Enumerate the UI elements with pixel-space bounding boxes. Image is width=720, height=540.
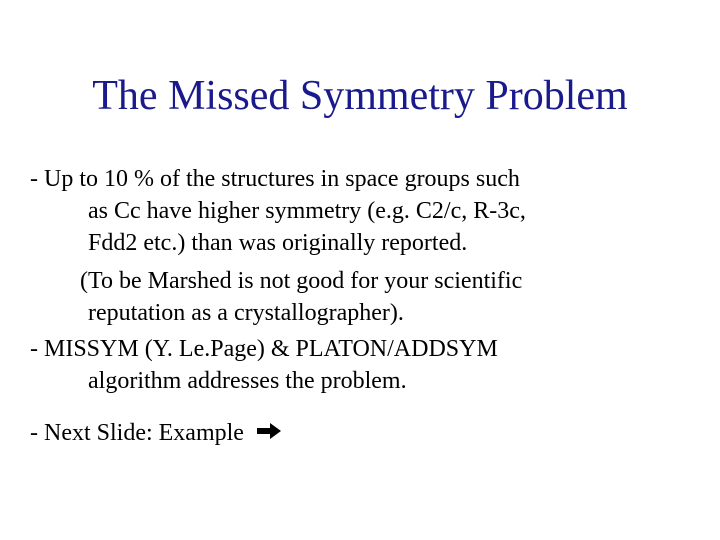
bullet-2-line-1: - MISSYM (Y. Le.Page) & PLATON/ADDSYM <box>30 336 498 362</box>
right-arrow-icon <box>256 419 282 449</box>
slide-title: The Missed Symmetry Problem <box>92 73 628 119</box>
bullet-3-line-1 <box>30 418 282 448</box>
bullet-1-line-1: - Up to 10 % of the structures in space groups such <box>30 166 520 192</box>
bullet-1-line-3: Fdd2 etc.) than was originally reported. <box>88 230 468 256</box>
note-line-2: reputation as a crystallographer). <box>88 300 404 326</box>
bullet-2-line-2: algorithm addresses the problem. <box>88 368 407 394</box>
next-slide-text: - Next Slide: Example <box>30 420 244 446</box>
note-line-1: (To be Marshed is not good for your scientific <box>80 268 523 294</box>
bullet-1-line-2: as Cc have higher symmetry (e.g. C2/c, R-3c, <box>88 198 526 224</box>
